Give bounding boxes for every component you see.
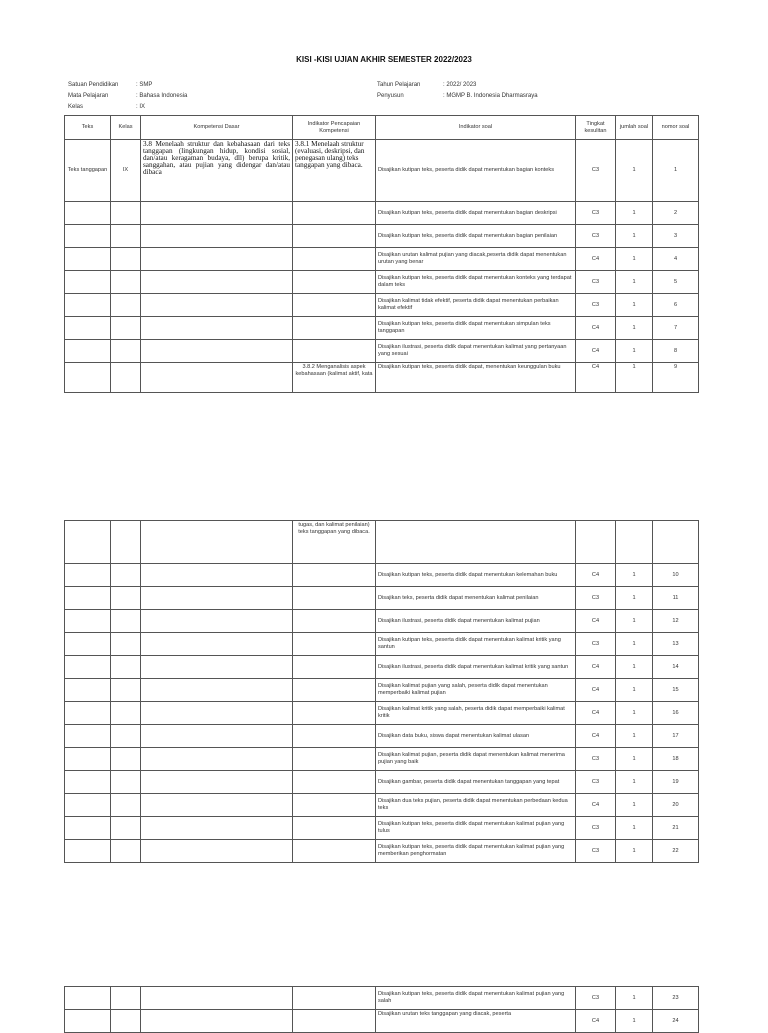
cell-jumlah: 1	[616, 1010, 653, 1033]
cell-nomor: 4	[653, 248, 699, 271]
cell-jumlah: 1	[616, 248, 653, 271]
cell-jumlah: 1	[616, 656, 653, 679]
cell-nomor: 20	[653, 794, 699, 817]
cell-nomor: 19	[653, 771, 699, 794]
cell-tingkat: C4	[576, 794, 616, 817]
cell-jumlah: 1	[616, 587, 653, 610]
cell-nomor: 1	[653, 140, 699, 202]
cell-nomor: 16	[653, 702, 699, 725]
cell-indikator-soal: Disajikan data buku, siswa dapat menentukan kalimat ulasan	[376, 725, 576, 748]
table-row	[65, 317, 699, 340]
cell-indikator-soal: Disajikan dua teks pujian, peserta didik dapat menentukan perbedaan kedua teks	[376, 794, 576, 817]
cell-tingkat: C3	[576, 987, 616, 1010]
table-row	[65, 521, 699, 564]
cell-indikator-soal: Disajikan ilustrasi, peserta didik dapat menentukan kalimat pujian	[376, 610, 576, 633]
kisi-table-page-3	[64, 986, 699, 1033]
cell-tingkat: C4	[576, 679, 616, 702]
header-nomor-soal: nomor soal	[653, 116, 699, 140]
cell-tingkat: C4	[576, 656, 616, 679]
cell-indikator-soal: Disajikan kutipan teks, peserta didik dapat menentukan konteks yang terdapat dalam teks	[376, 271, 576, 294]
meta-right	[377, 82, 538, 104]
table-row	[65, 294, 699, 317]
cell-nomor: 10	[653, 564, 699, 587]
cell-nomor: 8	[653, 340, 699, 363]
cell-indikator-soal: Disajikan kutipan teks, peserta didik dapat menentukan kalimat pujian yang tulus	[376, 817, 576, 840]
cell-jumlah: 1	[616, 610, 653, 633]
header-tingkat-kesulitan: Tingkat kesulitan	[576, 116, 616, 140]
cell-jumlah: 1	[616, 725, 653, 748]
cell-nomor: 14	[653, 656, 699, 679]
meta-label-satuan: Satuan Pendidikan	[68, 82, 119, 88]
cell-tingkat: C3	[576, 202, 616, 225]
cell-jumlah: 1	[616, 140, 653, 202]
table-row	[65, 656, 699, 679]
table-row	[65, 564, 699, 587]
cell-tingkat: C4	[576, 564, 616, 587]
table-row	[65, 587, 699, 610]
cell-tingkat: C4	[576, 363, 616, 393]
cell-tingkat: C3	[576, 587, 616, 610]
cell-indikator-soal: Disajikan kutipan teks, peserta didik dapat menentukan bagian deskripsi	[376, 202, 576, 225]
cell-jumlah: 1	[616, 817, 653, 840]
table-header-row	[65, 116, 699, 140]
table-row	[65, 771, 699, 794]
table-row	[65, 248, 699, 271]
table-row	[65, 817, 699, 840]
cell-jumlah: 1	[616, 564, 653, 587]
kisi-table-page-2	[64, 520, 699, 863]
cell-tingkat: C4	[576, 248, 616, 271]
cell-indikator-soal: Disajikan kalimat pujian, peserta didik dapat menentukan kalimat menerima pujian yang baik	[376, 748, 576, 771]
cell-indikator-soal: Disajikan ilustrasi, peserta didik dapat menentukan kalimat kritik yang santun	[376, 656, 576, 679]
cell-indikator-soal: Disajikan ilustrasi, peserta didik dapat menentukan kalimat yang pertanyaan yang sesuai	[376, 340, 576, 363]
cell-indikator-soal: Disajikan kutipan teks, peserta didik dapat menentukan kelemahan buku	[376, 564, 576, 587]
cell-nomor: 2	[653, 202, 699, 225]
table-row	[65, 340, 699, 363]
cell-indikator-soal: Disajikan teks, peserta didik dapat menentukan kalimat penilaian	[376, 587, 576, 610]
header-indikator-soal: Indikator soal	[376, 116, 576, 140]
cell-jumlah: 1	[616, 294, 653, 317]
table-row	[65, 702, 699, 725]
cell-indikator-soal: Disajikan kutipan teks, peserta didik dapat menentukan kalimat pujian yang memberikan penghormatan	[376, 840, 576, 863]
header-ipk: Indikator Pencapaian Kompetensi	[293, 116, 376, 140]
cell-indikator-soal: Disajikan kutipan teks, peserta didik dapat menentukan simpulan teks tanggapan	[376, 317, 576, 340]
cell-nomor: 5	[653, 271, 699, 294]
cell-tingkat: C4	[576, 317, 616, 340]
meta-label-mapel: Mata Pelajaran	[68, 93, 109, 99]
meta-value-penyusun: : MGMP B. Indonesia Dharmasraya	[443, 93, 538, 99]
cell-tingkat: C3	[576, 840, 616, 863]
cell-indikator-soal: Disajikan kalimat tidak efektif, peserta didik dapat menentukan perbaikan kalimat efektif	[376, 294, 576, 317]
cell-indikator-soal: Disajikan urutan teks tanggapan yang diacak, peserta	[376, 1010, 576, 1033]
meta-left	[68, 82, 187, 115]
cell-indikator-soal: Disajikan kutipan teks, peserta didik dapat, menentukan keunggulan buku	[376, 363, 576, 393]
cell-tingkat: C3	[576, 140, 616, 202]
cell-nomor: 22	[653, 840, 699, 863]
table-row	[65, 202, 699, 225]
table-row	[65, 610, 699, 633]
cell-nomor: 7	[653, 317, 699, 340]
cell-tingkat: C3	[576, 294, 616, 317]
kisi-table-page-1	[64, 115, 699, 393]
cell-ipk: 3.8.1 Menelaah struktur (evaluasi, deskripsi, dan penegasan ulang) teks tanggapan yang dibaca.	[293, 140, 376, 202]
cell-jumlah: 1	[616, 987, 653, 1010]
cell-nomor: 23	[653, 987, 699, 1010]
table-row	[65, 794, 699, 817]
cell-tingkat: C3	[576, 771, 616, 794]
cell-jumlah: 1	[616, 702, 653, 725]
cell-tingkat: C4	[576, 340, 616, 363]
table-row	[65, 987, 699, 1010]
cell-indikator-soal: Disajikan kutipan teks, peserta didik dapat menentukan kalimat kritik yang santun	[376, 633, 576, 656]
cell-tingkat: C4	[576, 610, 616, 633]
header-kompetensi-dasar: Kompetensi Dasar	[141, 116, 293, 140]
cell-indikator-soal: Disajikan kutipan teks, peserta didik dapat menentukan kalimat pujian yang salah	[376, 987, 576, 1010]
cell-nomor: 17	[653, 725, 699, 748]
cell-nomor: 13	[653, 633, 699, 656]
table-row	[65, 363, 699, 393]
meta-label-tahun: Tahun Pelajaran	[377, 82, 421, 88]
cell-jumlah: 1	[616, 225, 653, 248]
cell-tingkat: C3	[576, 271, 616, 294]
cell-jumlah: 1	[616, 748, 653, 771]
header-jumlah-soal: jumlah soal	[616, 116, 653, 140]
table-row	[65, 633, 699, 656]
cell-nomor: 18	[653, 748, 699, 771]
table-row	[65, 679, 699, 702]
cell-nomor: 21	[653, 817, 699, 840]
cell-jumlah: 1	[616, 340, 653, 363]
meta-value-tahun: : 2022/ 2023	[443, 82, 477, 88]
cell-kompetensi-dasar: 3.8 Menelaah struktur dan kebahasaan dari teks tanggapan (lingkungan hidup, kondisi sosial, dan/atau keragaman budaya, dll) berupa kritik, sanggahan, atau pujian yang didengar dan/atau dibaca	[141, 140, 293, 202]
table-row	[65, 140, 699, 202]
table-row	[65, 840, 699, 863]
cell-nomor: 9	[653, 363, 699, 393]
cell-tingkat: C3	[576, 748, 616, 771]
table-row	[65, 225, 699, 248]
table-row	[65, 271, 699, 294]
table-row	[65, 725, 699, 748]
cell-jumlah: 1	[616, 202, 653, 225]
cell-indikator-soal: Disajikan kutipan teks, peserta didik dapat menentukan bagian penilaian	[376, 225, 576, 248]
cell-tingkat: C3	[576, 225, 616, 248]
cell-ipk-382: 3.8.2 Menganalisis aspek kebahasaan (kalimat aktif, kata	[293, 363, 376, 393]
cell-indikator-soal: Disajikan kalimat pujian yang salah, peserta didik dapat menentukan memperbaiki kalimat pujian	[376, 679, 576, 702]
cell-jumlah: 1	[616, 794, 653, 817]
cell-indikator-soal: Disajikan kutipan teks, peserta didik dapat menentukan bagian konteks	[376, 140, 576, 202]
cell-indikator-soal: Disajikan urutan kalimat pujian yang diacak,peserta didik dapat menentukan urutan yang benar	[376, 248, 576, 271]
cell-indikator-soal: Disajikan gambar, peserta didik dapat menentukan tanggapan yang tepat	[376, 771, 576, 794]
cell-tingkat: C3	[576, 817, 616, 840]
cell-kelas: IX	[111, 140, 141, 202]
cell-jumlah: 1	[616, 679, 653, 702]
cell-nomor: 15	[653, 679, 699, 702]
cell-nomor: 3	[653, 225, 699, 248]
meta-value-satuan: : SMP	[136, 82, 153, 88]
meta-label-kelas: Kelas	[68, 104, 84, 110]
document-title: KISI -KISI UJIAN AKHIR SEMESTER 2022/2023	[296, 55, 472, 64]
cell-tingkat: C3	[576, 633, 616, 656]
cell-nomor: 6	[653, 294, 699, 317]
table-row	[65, 748, 699, 771]
header-teks: Teks	[65, 116, 111, 140]
cell-nomor: 12	[653, 610, 699, 633]
cell-jumlah: 1	[616, 317, 653, 340]
cell-jumlah: 1	[616, 840, 653, 863]
cell-teks: Teks tanggapan	[65, 140, 111, 202]
cell-nomor: 11	[653, 587, 699, 610]
cell-indikator-soal: Disajikan kalimat kritik yang salah, peserta didik dapat memperbaiki kalimat kritik	[376, 702, 576, 725]
meta-label-penyusun: Penyusun	[377, 93, 404, 99]
meta-value-mapel: : Bahasa Indonesia	[136, 93, 188, 99]
cell-tingkat: C4	[576, 702, 616, 725]
cell-jumlah: 1	[616, 271, 653, 294]
cell-jumlah: 1	[616, 363, 653, 393]
header-kelas: Kelas	[111, 116, 141, 140]
cell-nomor: 24	[653, 1010, 699, 1033]
cell-jumlah: 1	[616, 633, 653, 656]
meta-value-kelas: : IX	[136, 104, 146, 110]
cell-tingkat: C4	[576, 1010, 616, 1033]
cell-tingkat: C4	[576, 725, 616, 748]
cell-jumlah: 1	[616, 771, 653, 794]
cell-ipk-382-continued: tugas, dan kalimat penilaian) teks tanggapan yang dibaca.	[293, 521, 376, 564]
table-row	[65, 1010, 699, 1033]
